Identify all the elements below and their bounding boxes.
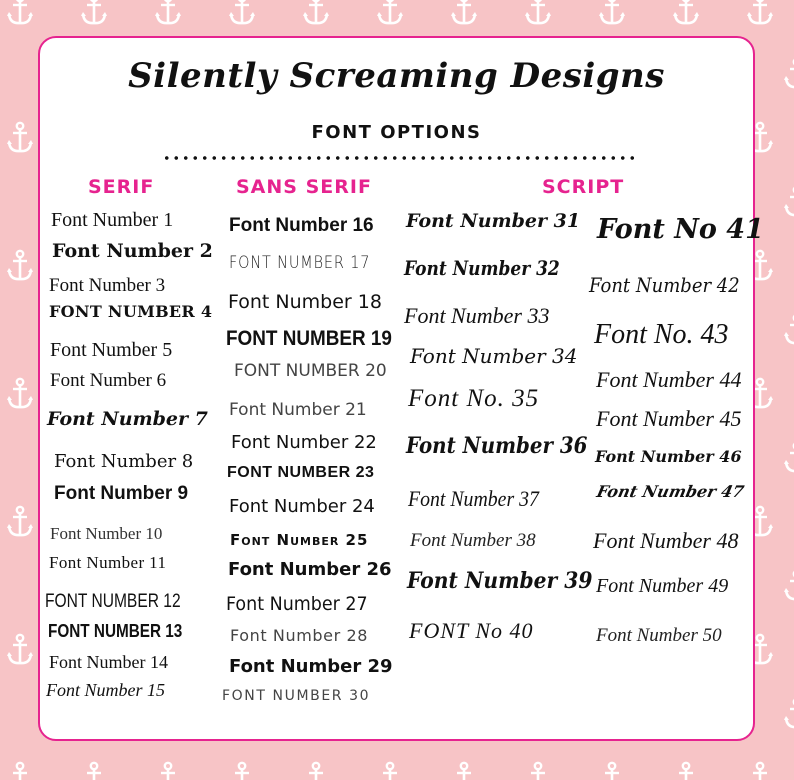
anchor-icon — [81, 0, 107, 23]
page-subtitle: FONT OPTIONS — [311, 122, 482, 143]
font-sample-20: FONT NUMBER 20 — [234, 361, 387, 381]
font-sample-16: Font Number 16 — [229, 215, 374, 236]
font-sample-7: Font Number 7 — [47, 408, 208, 430]
dotted-divider — [162, 154, 638, 162]
font-sample-17: FONT NUMBER 17 — [229, 253, 371, 273]
font-sample-18: Font Number 18 — [228, 291, 382, 313]
font-sample-11: Font Number 11 — [49, 553, 167, 572]
anchor-icon — [7, 123, 33, 151]
anchor-icon — [784, 571, 794, 599]
anchor-icon — [81, 763, 107, 780]
font-sample-33: Font Number 33 — [404, 303, 550, 328]
font-sample-36: Font Number 36 — [406, 433, 588, 459]
anchor-icon — [7, 507, 33, 535]
font-sample-23: FONT NUMBER 23 — [227, 464, 375, 481]
font-sample-32: Font Number 32 — [404, 256, 560, 280]
anchor-icon — [451, 0, 477, 23]
anchor-icon — [673, 0, 699, 23]
font-sample-2: Font Number 2 — [52, 240, 213, 262]
font-sample-24: Font Number 24 — [229, 496, 375, 517]
font-sample-38: Font Number 38 — [410, 530, 536, 551]
anchor-icon — [784, 699, 794, 727]
font-sample-34: Font Number 34 — [410, 344, 578, 368]
font-sample-28: Font Number 28 — [230, 626, 369, 645]
font-sample-19: FONT NUMBER 19 — [226, 327, 392, 350]
font-sample-27: Font Number 27 — [226, 593, 368, 615]
font-sample-1: Font Number 1 — [51, 209, 174, 231]
anchor-icon — [525, 0, 551, 23]
column-heading-serif: SERIF — [88, 176, 155, 198]
anchor-icon — [377, 0, 403, 23]
anchor-icon — [599, 763, 625, 780]
font-options-card — [38, 36, 764, 741]
font-sample-41: Font No 41 — [597, 214, 764, 245]
anchor-icon — [784, 187, 794, 215]
font-sample-3: Font Number 3 — [49, 275, 166, 296]
anchor-icon — [451, 763, 477, 780]
anchor-icon — [784, 443, 794, 471]
anchor-icon — [599, 0, 625, 23]
font-sample-29: Font Number 29 — [229, 656, 393, 677]
font-sample-12: FONT NUMBER 12 — [45, 591, 181, 612]
column-heading-script: SCRIPT — [542, 176, 625, 198]
font-sample-46: Font Number 46 — [595, 447, 742, 466]
font-sample-37: Font Number 37 — [408, 486, 539, 511]
font-sample-40: FONT No 40 — [409, 618, 534, 643]
anchor-icon — [525, 763, 551, 780]
column-heading-sans-serif: SANS SERIF — [236, 176, 372, 198]
anchor-icon — [7, 0, 33, 23]
font-sample-13: FONT NUMBER 13 — [48, 621, 183, 641]
anchor-icon — [155, 0, 181, 23]
font-sample-9: Font Number 9 — [54, 483, 189, 504]
font-sample-21: Font Number 21 — [229, 400, 367, 420]
anchor-icon — [303, 0, 329, 23]
anchor-icon — [7, 635, 33, 663]
font-sample-35: Font No. 35 — [408, 385, 540, 412]
anchor-icon — [747, 763, 773, 780]
font-sample-48: Font Number 48 — [593, 528, 739, 553]
anchor-icon — [784, 315, 794, 343]
font-sample-15: Font Number 15 — [46, 680, 165, 700]
anchor-icon — [377, 763, 403, 780]
font-sample-45: Font Number 45 — [596, 406, 742, 431]
anchor-icon — [7, 763, 33, 780]
font-sample-25: Font Number 25 — [230, 531, 369, 549]
font-sample-10: Font Number 10 — [50, 524, 163, 543]
font-sample-6: Font Number 6 — [50, 370, 167, 391]
font-sample-4: FONT NUMBER 4 — [49, 302, 213, 321]
anchor-icon — [7, 379, 33, 407]
font-sample-5: Font Number 5 — [50, 339, 173, 361]
font-sample-14: Font Number 14 — [49, 652, 168, 672]
anchor-icon — [784, 59, 794, 87]
anchor-icon — [229, 0, 255, 23]
anchor-icon — [303, 763, 329, 780]
font-sample-49: Font Number 49 — [596, 575, 729, 597]
font-sample-44: Font Number 44 — [596, 367, 742, 392]
font-sample-39: Font Number 39 — [407, 568, 593, 594]
font-sample-30: FONT NUMBER 30 — [222, 688, 371, 704]
font-sample-47: Font Number 47 — [595, 482, 746, 501]
anchor-icon — [673, 763, 699, 780]
font-sample-22: Font Number 22 — [231, 432, 377, 453]
font-sample-42: Font Number 42 — [589, 273, 740, 297]
anchor-icon — [229, 763, 255, 780]
anchor-icon — [7, 251, 33, 279]
anchor-icon — [155, 763, 181, 780]
font-sample-8: Font Number 8 — [54, 451, 194, 472]
page-title: Silently Screaming Designs — [128, 56, 665, 96]
font-sample-50: Font Number 50 — [596, 625, 722, 646]
font-sample-26: Font Number 26 — [228, 559, 392, 580]
font-sample-43: Font No. 43 — [594, 319, 729, 350]
anchor-icon — [747, 0, 773, 23]
font-sample-31: Font Number 31 — [406, 210, 581, 232]
